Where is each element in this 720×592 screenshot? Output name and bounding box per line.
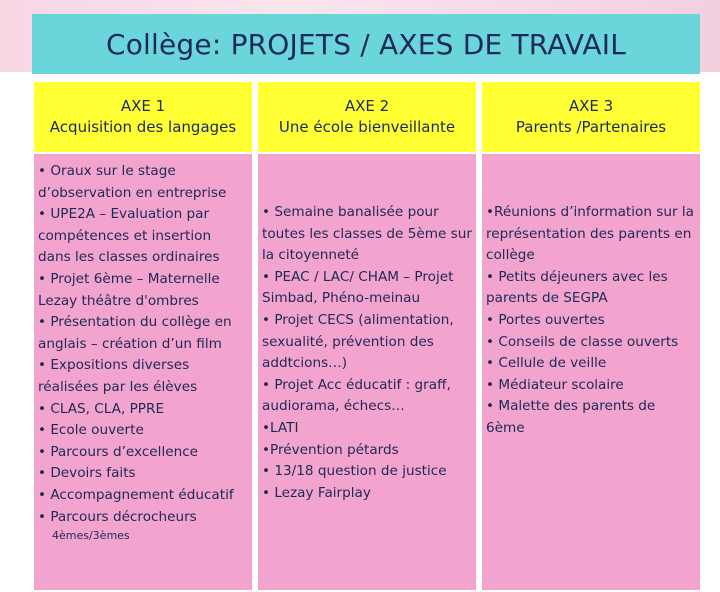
list-item: • Semaine banalisée pour toutes les classes de 5ème sur la citoyenneté xyxy=(262,204,472,264)
list-item: •Réunions d’information sur la représentation des parents en collège xyxy=(486,204,695,264)
list-item: • Projet 6ème – Maternelle Lezay théâtre d'ombres xyxy=(38,270,220,309)
axe-1-content xyxy=(34,154,252,590)
axe-1-number: AXE 1 xyxy=(120,97,166,115)
axe-2-content xyxy=(258,154,476,590)
list-item: • Cellule de veille xyxy=(486,355,607,372)
axe-2-number: AXE 2 xyxy=(344,97,390,115)
axe-2-list xyxy=(262,202,472,504)
axe-3-header xyxy=(482,82,700,152)
axe-3-number: AXE 3 xyxy=(568,97,614,115)
list-item: • Projet Acc éducatif : graff, audiorama, échecs… xyxy=(262,376,451,415)
list-item: • Parcours décrocheurs xyxy=(38,508,197,525)
list-item: • Devoirs faits xyxy=(38,465,136,482)
content-row xyxy=(34,154,700,590)
axe-2-header xyxy=(258,82,476,152)
page-title: Collège: PROJETS / AXES DE TRAVAIL xyxy=(105,27,627,61)
axe-3-list xyxy=(486,202,696,440)
list-item: • PEAC / LAC/ CHAM – Projet Simbad, Phéno-meinau xyxy=(262,268,454,307)
list-item: • Ecole ouverte xyxy=(38,422,144,439)
list-item: • 13/18 question de justice xyxy=(262,463,447,480)
list-item: • Portes ouvertes xyxy=(486,311,605,328)
list-item: •LATI xyxy=(262,419,299,436)
header-row xyxy=(34,82,700,152)
axe-3-content xyxy=(482,154,700,590)
axe-2-title: Une école bienveillante xyxy=(278,118,456,136)
trailing-note: 4èmes/3èmes xyxy=(52,529,130,543)
list-item: • UPE2A – Evaluation par compétences et insertion dans les classes ordinaires xyxy=(38,206,220,266)
axe-1-title: Acquisition des langages xyxy=(49,118,237,136)
list-item: • Accompagnement éducatif xyxy=(38,486,234,503)
list-item: • Lezay Fairplay xyxy=(262,484,371,501)
list-item: • Oraux sur le stage d’observation en entreprise xyxy=(38,163,227,201)
list-item: • Malette des parents de 6ème xyxy=(486,398,656,436)
list-item: • Expositions diverses réalisées par les élèves xyxy=(38,357,198,395)
title-banner xyxy=(32,14,700,74)
list-item: • Parcours d’excellence xyxy=(38,443,199,460)
axe-1-header xyxy=(34,82,252,152)
axe-1-list xyxy=(38,161,248,528)
list-item: • Projet CECS (alimentation, sexualité, prévention des addtcions…) xyxy=(262,311,454,372)
list-item: •Prévention pétards xyxy=(262,441,399,458)
axes-table xyxy=(28,80,706,592)
list-item: • Présentation du collège en anglais – création d’un film xyxy=(38,314,232,352)
list-item: • Conseils de classe ouverts xyxy=(486,333,679,350)
list-item: • Petits déjeuners avec les parents de SEGPA xyxy=(486,268,668,307)
list-item: • Médiateur scolaire xyxy=(486,376,624,393)
list-item: • CLAS, CLA, PPRE xyxy=(38,400,165,417)
axe-3-title: Parents /Partenaires xyxy=(515,118,667,136)
